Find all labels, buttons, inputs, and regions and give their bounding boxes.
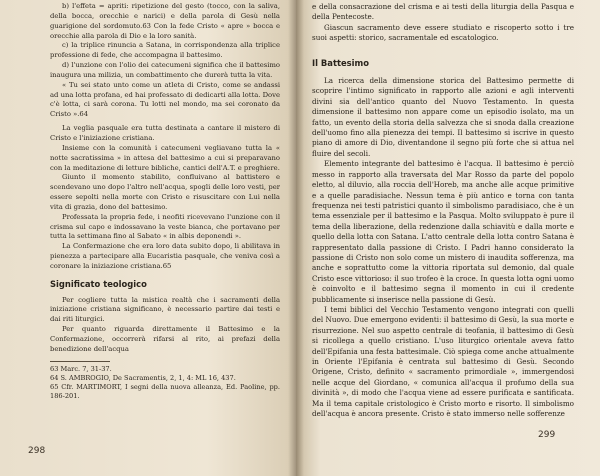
left-page-text: [50, 2, 280, 401]
paragraph: Insieme con la comunità i catecumeni vegliavano tutta la « notte sacratissima » in attesa del battesimo a cui si preparavano con la meditazione di letture bibliche, cantici dell'A.T. e preghiere.: [50, 143, 280, 172]
right-page: [296, 0, 600, 476]
footnote: 63 Marc. 7, 31-37.: [50, 364, 112, 373]
paragraph: I temi biblici del Vecchio Testamento vengono integrati con quelli del Nuovo. Due emergono evidenti: il battesimo di Gesù, la sua morte e risurrezione. Nel suo aspetto centrale di teofania, il battesimo di Gesù si ricollega a quello cristiano. L'uso liturgico orientale aveva fatto dell'Epifania una festa battesimale. Ciò spiega come anche attualmente in Oriente l'Epifania è centrata sul battesimo di Gesù. Secondo Origene, Cristo, definito « sacramento primordiale », immergendosi nelle acque del Giordano, « comunica all'acqua il profumo della sua divinità », di modo che l'acqua viene ad essere purificata e santificata. Ma il tema capitale cristologico è Cristo morto e risorto. Il simbolismo dell'acqua è ancora presente. Cristo è stato immerso nelle sofferenze: [312, 304, 574, 419]
paragraph: Per cogliere tutta la mistica realtà che i sacramenti della iniziazione cristiana significano, è necessario partire dai testi e dai riti liturgici.: [50, 295, 280, 324]
page-number-right: 299: [538, 430, 556, 440]
left-page: [0, 0, 296, 476]
paragraph: Giunto il momento stabilito, confluivano al battistero e scendevano uno dopo l'altro nell'acqua, spogli delle loro vesti, per essere sepolti nella morte con Cristo e risuscitare con Lui nella vita di grazia, dono del battesimo.: [50, 173, 280, 211]
paragraph: Giascun sacramento deve essere studiato e riscoperto sotto i tre suoi aspetti: storico, sacramentale ed escatologico.: [312, 22, 574, 43]
section-heading: Significato teologico: [50, 278, 147, 289]
paragraph: b) l'effeta = apriti: ripetizione del gesto (tocco, con la saliva, della bocca, orecchie e narici) e della parola di Gesù nella guarigione del sordomuto.63 Con la fede Cristo « apre » bocca e orecchie alla parola di Dio e la loro sanità.: [50, 2, 280, 40]
section-heading: Il Battesimo: [312, 57, 369, 68]
right-page-text: [312, 2, 574, 419]
paragraph: La ricerca della dimensione storica del Battesimo permette di scoprire l'intimo significato in rapporto alle azioni e agli interventi divini sia dell'antico quanto del Nuovo Testamento. In questa dimensione il battesimo non appare come un episodio isolato, ma un fatto, un evento della storia della salvezza che si snoda dalla creazione dell'uomo fino alla pienezza dei tempi. Il battesimo si iscrive in questo piano di amore di Dio, diventandone il segno più forte che si attua nel fluire del secoli.: [312, 76, 574, 158]
page-number-left: 298: [28, 446, 46, 456]
paragraph: Elemento integrante del battesimo è l'acqua. Il battesimo è perciò messo in rapporto alla traversata del Mar Rosso da parte del popolo eletto, al diluvio, alla roccia dell'Horeb, ma anche alle acque primitive e a quelle paradisiache. Nessun tema è più antico e torna con tanta frequenza nei testi patristici quanto il simbolismo paradisiaco, che è un tema essenziale per il battesimo e la Pasqua. Molto sviluppato è pure il tema della liberazione, della redenzione dalla schiavitù e dalla morte e quello della lotta con Satana. L'atto centrale della lotta contro Satana è rappresentato dalla passione di Cristo. I Padri hanno considerato la passione di Cristo non solo come un mistero di inaudita sofferenza, ma anche e soprattutto come la vittoria riportata sul demonio, dal quale Cristo esce vittorioso: il suo trofeo è la croce. In questa lotta ogni uomo è coinvolto e il battesimo segna il momento in cui il credente pubblicamente si inserisce nella passione di Gesù.: [312, 159, 574, 304]
quote-paragraph: « Tu sei stato unto come un atleta di Cristo, come se andassi ad una lotta profana, ed hai professato di dedicarti alla lotta. Dove c'è lotta, ci sarà corona. Tu lotti nel mondo, ma sei coronato da Cristo ».64: [50, 80, 280, 119]
footnote-divider: [50, 361, 110, 362]
paragraph: Per quanto riguarda direttamente il Battesimo e la Confermazione, occorrerà rifarsi al rito, ai prefazi della benedizione dell'acqua: [50, 325, 280, 353]
footnote: 65 Cfr. MARTIMORT, I segni della nuova alleanza, Ed. Paoline, pp. 186-201.: [50, 382, 280, 400]
paragraph: La veglia pasquale era tutta destinata a cantare il mistero di Cristo e l'iniziazione cristiana.: [50, 124, 280, 142]
book-gutter: [288, 0, 304, 476]
paragraph: La Confermazione che era loro data subito dopo, li abilitava in pienezza a partecipare alla Eucaristia pasquale, che veniva così a coronare la iniziazione cristiana.65: [50, 242, 280, 270]
paragraph: d) l'unzione con l'olio dei catecumeni significa che il battesimo inaugura una milizia, un combattimento che durerà tutta la vita.: [50, 61, 280, 79]
paragraph: Professata la propria fede, i neofiti ricevevano l'unzione con il crisma sul capo e indossavano la veste bianca, che portavano per tutta la settimana fino al Sabato « in albis deponendi ».: [50, 212, 280, 241]
paragraph: c) la triplice rinuncia a Satana, in corrispondenza alla triplice professione di fede, che accompagna il battesimo.: [50, 41, 280, 60]
footnote: 64 S. AMBROGIO, De Sacramentis, 2, 1, 4: ML 16, 437.: [50, 373, 236, 382]
paragraph: e della consacrazione del crisma e ai testi della liturgia della Pasqua e della Pentecoste.: [312, 2, 574, 22]
